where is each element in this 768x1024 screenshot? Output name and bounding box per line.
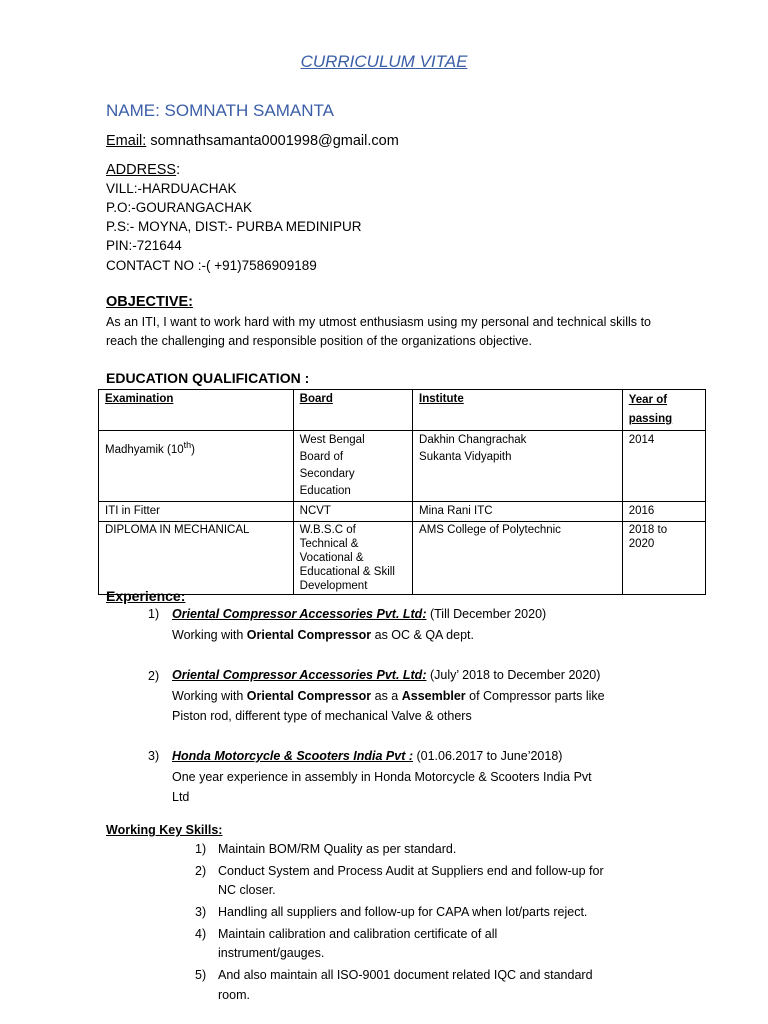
experience-number: 1) [148,607,160,621]
skill-item: room. [218,988,250,1002]
cell-board: NCVT [293,502,412,522]
cell-exam: Madhyamik (10th) [99,431,294,502]
skill-item: Handling all suppliers and follow-up for CAPA when lot/parts reject. [218,905,588,919]
cell-institute: AMS College of Polytechnic [413,522,623,595]
email-value: somnathsamanta0001998@gmail.com [146,133,399,149]
skill-number: 1) [195,842,207,856]
header-institute: Institute [413,390,623,431]
table-row [99,502,706,522]
education-heading: EDUCATION QUALIFICATION : [106,370,310,386]
objective-text: As an ITI, I want to work hard with my utmost enthusiasm using my personal and technical skills to reach the challenging and responsible position of the organizations objective. [106,315,651,348]
address-heading: ADDRESS: [106,162,181,178]
skill-item: Maintain BOM/RM Quality as per standard. [218,842,457,856]
experience-desc: Working with Oriental Compressor as a Assembler of Compressor parts like [172,689,605,703]
candidate-name: NAME: SOMNATH SAMANTA [106,101,334,120]
header-examination: Examination [99,390,294,431]
cell-board: West Bengal Board of Secondary Education [293,431,412,502]
objective-heading: OBJECTIVE: [106,294,194,310]
experience-heading: Experience: [106,588,186,604]
table-row [99,522,706,595]
experience-desc: Piston rod, different type of mechanical Valve & others [172,709,472,723]
skill-number: 4) [195,927,207,941]
skill-item: instrument/gauges. [218,946,325,960]
experience-title: Honda Motorcycle & Scooters India Pvt : (01.06.2017 to June’2018) [172,749,563,763]
experience-desc: Ltd [172,790,190,804]
skill-item: And also maintain all ISO-9001 document related IQC and standard [218,968,593,982]
email-line [106,133,399,149]
cell-institute: Mina Rani ITC [413,502,623,522]
contact-line: CONTACT NO :-( +91)7586909189 [106,258,317,273]
experience-desc: One year experience in assembly in Honda Motorcycle & Scooters India Pvt [172,770,592,784]
experience-desc: Working with Oriental Compressor as OC & QA dept. [172,628,474,642]
table-row [99,431,706,502]
cell-year: 2016 [622,502,705,522]
email-label: Email: [106,133,147,149]
skill-number: 2) [195,864,207,878]
experience-number: 3) [148,749,160,763]
address-line: P.S:- MOYNA, DIST:- PURBA MEDINIPUR [106,219,362,234]
skill-item: Conduct System and Process Audit at Suppliers end and follow-up for [218,864,604,878]
cell-exam: ITI in Fitter [99,502,294,522]
document-title: CURRICULUM VITAE [300,52,468,71]
header-board: Board [293,390,412,431]
education-table [98,389,706,595]
experience-title: Oriental Compressor Accessories Pvt. Ltd: (Till December 2020) [172,607,547,621]
cell-exam: DIPLOMA IN MECHANICAL [99,522,294,595]
skill-item: Maintain calibration and calibration certificate of all [218,927,498,941]
cell-board: W.B.S.C of Technical & Vocational & Educational & Skill Development [293,522,412,595]
cell-institute: Dakhin Changrachak Sukanta Vidyapith [413,431,623,502]
skill-item: NC closer. [218,883,276,897]
cell-year: 2018 to 2020 [622,522,705,595]
table-header-row [99,390,706,431]
skill-number: 3) [195,905,207,919]
address-line: PIN:-721644 [106,238,182,253]
experience-title: Oriental Compressor Accessories Pvt. Ltd: (July’ 2018 to December 2020) [172,668,601,682]
cell-year: 2014 [622,431,705,502]
skills-heading: Working Key Skills: [106,823,223,837]
experience-number: 2) [148,669,160,683]
address-line: VILL:-HARDUACHAK [106,181,237,196]
skill-number: 5) [195,968,207,982]
header-year: Year of passing [622,390,705,431]
address-line: P.O:-GOURANGACHAK [106,200,253,215]
